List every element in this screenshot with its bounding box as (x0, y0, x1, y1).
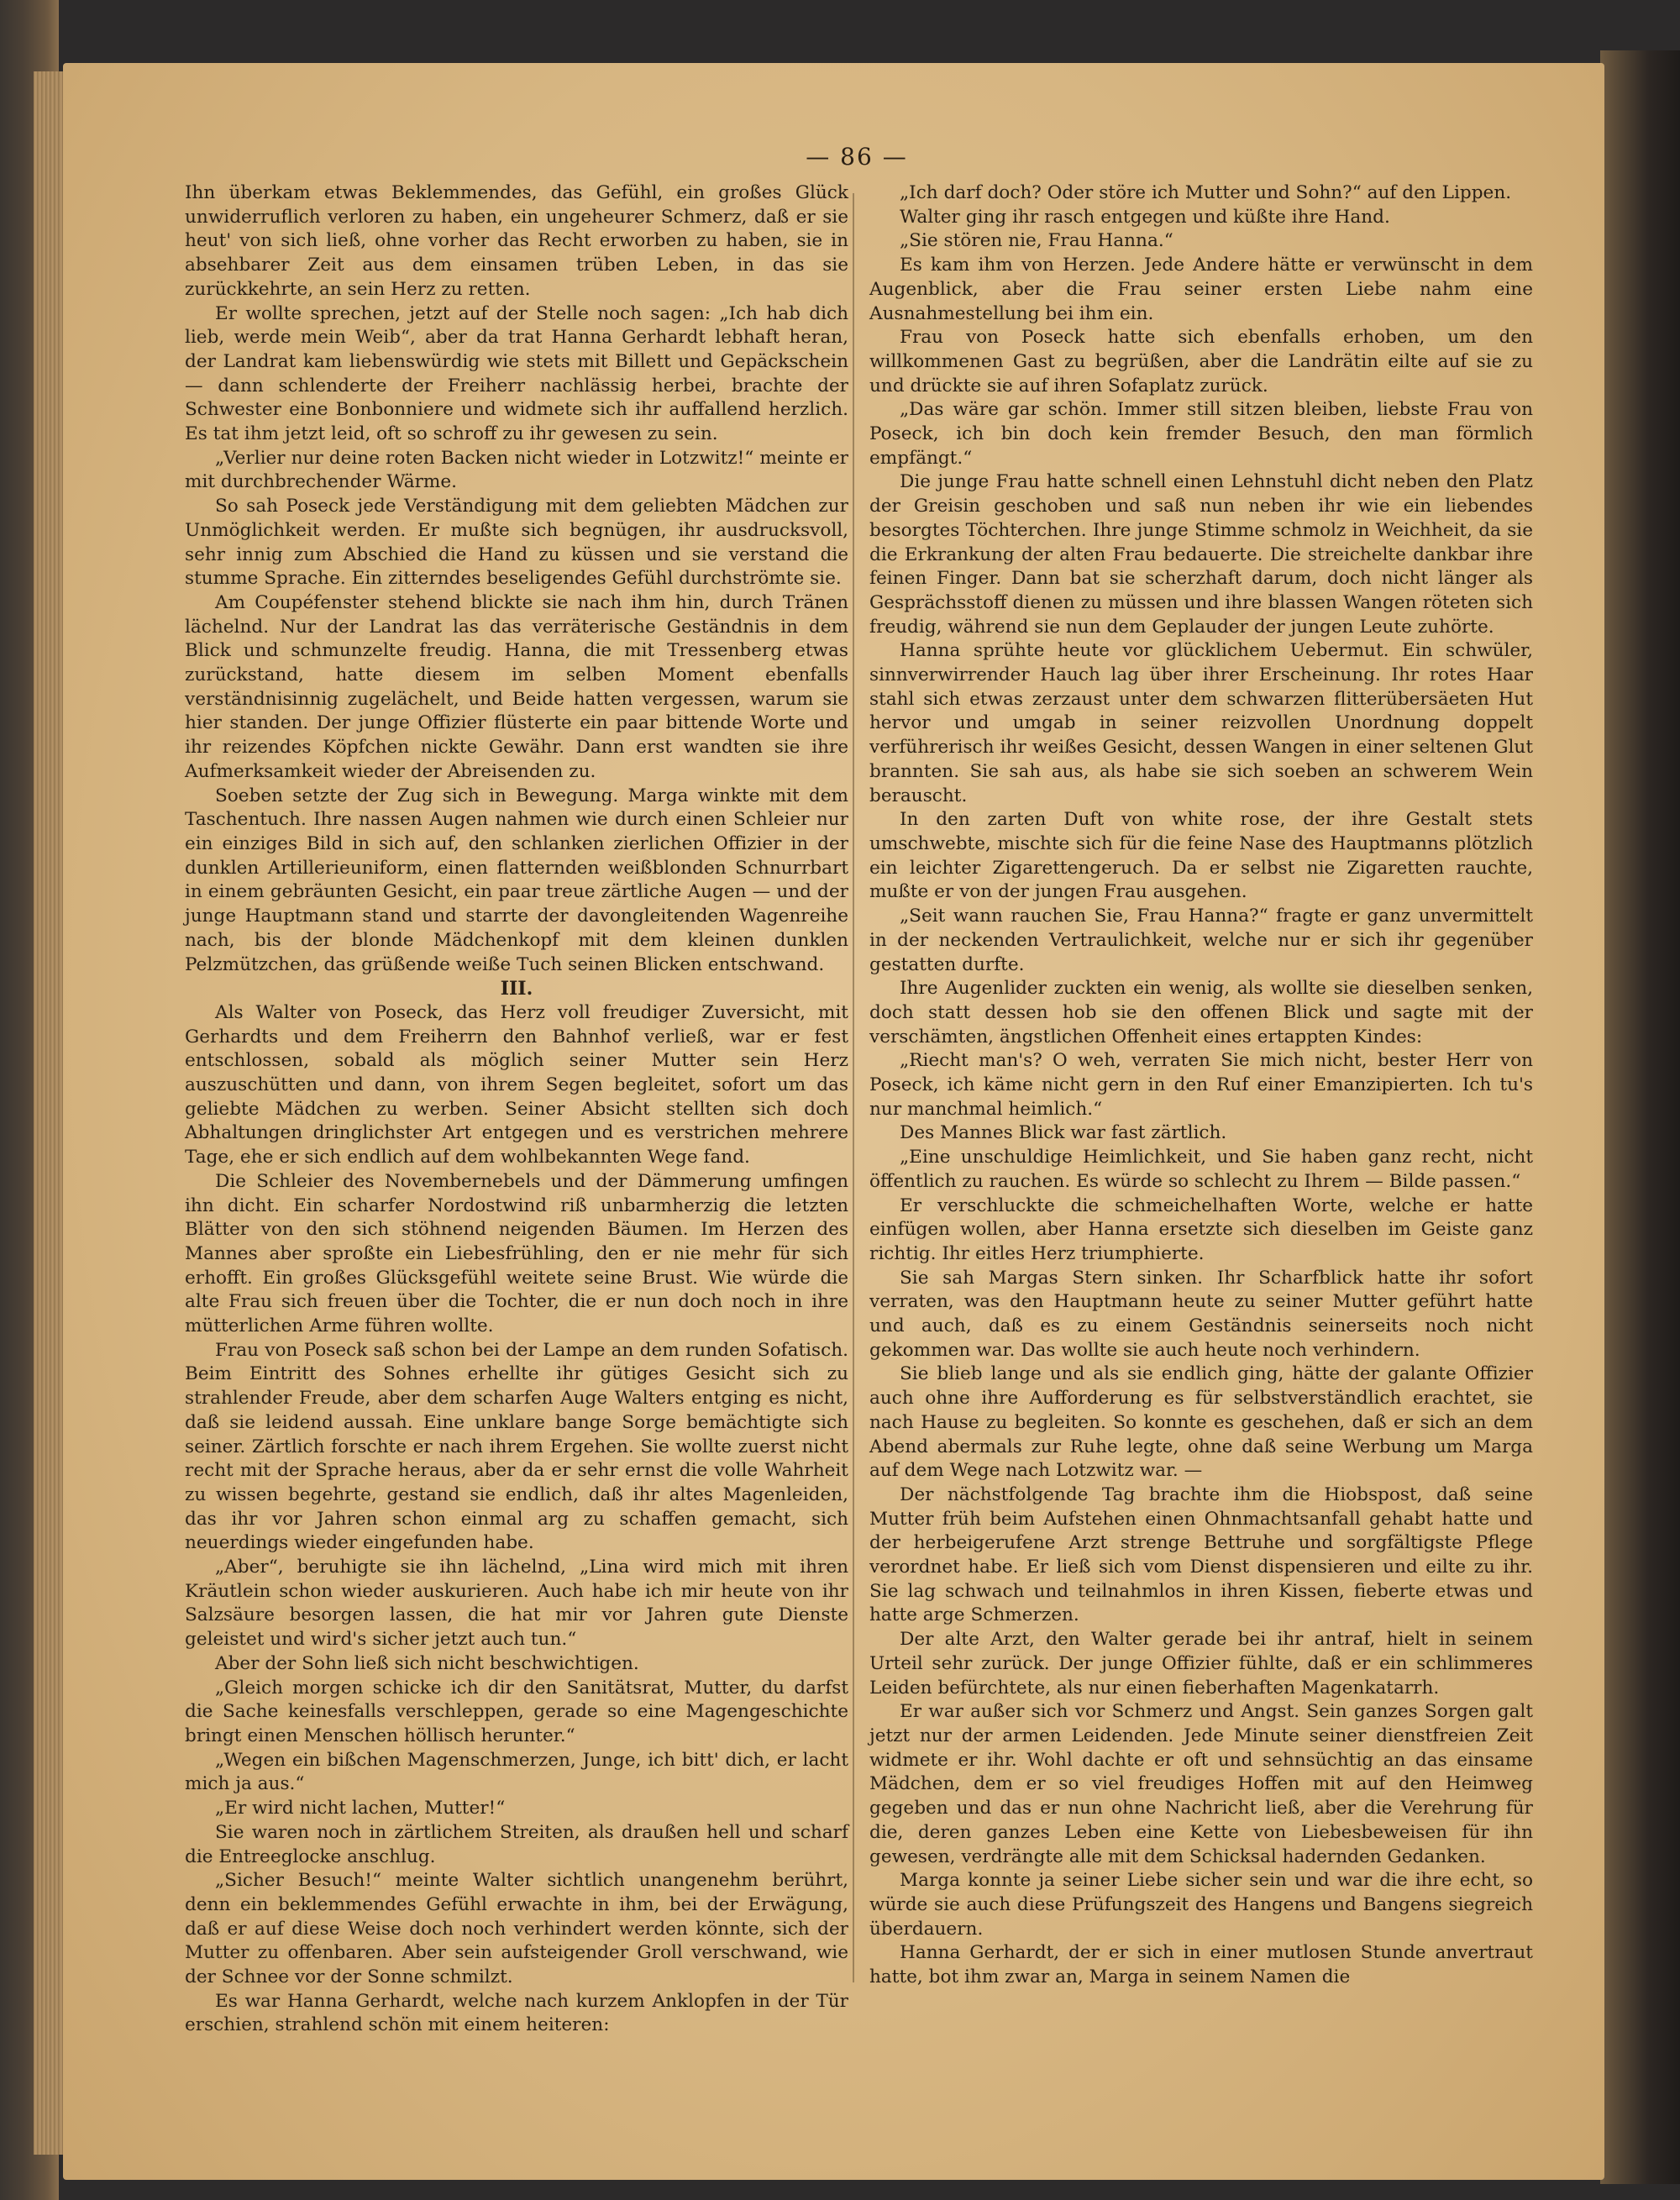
paragraph: So sah Poseck jede Verständigung mit dem geliebten Mädchen zur Unmöglichkeit werden. Er mußte sich begnügen, ihr ausdrucksvoll, sehr innig zum Abschied die Hand zu küssen und sie verstand die stumme Sprache. Ein zitterndes beseligendes Gefühl durchströmte sie. (185, 496, 848, 590)
paragraph: „Sie stören nie, Frau Hanna.“ (900, 230, 1173, 252)
paragraph: Er verschluckte die schmeichelhaften Worte, welche er hatte einfügen wollen, aber Hanna ersetzte sich dieselben im Geiste ganz richtig. Ihr eitles Herz triumphierte. (869, 1195, 1533, 1264)
paragraph: Es war Hanna Gerhardt, welche nach kurzem Anklopfen in der Tür erschien, strahlend schön mit einem heiteren: (185, 1990, 848, 2036)
paragraph: „Das wäre gar schön. Immer still sitzen bleiben, liebste Frau von Poseck, ich bin doch kein fremder Besuch, den man förmlich empfängt.“ (869, 399, 1533, 469)
paragraph: Sie blieb lange und als sie endlich ging, hätte der galante Offizier auch ohne ihre Aufforderung es für selbstverständlich erachtet, sie nach Hause zu begleiten. So konnte es geschehen, daß er sich an dem Abend abermals zur Ruhe legte, ohne daß seine Werbung um Marga auf dem Wege nach Lotzwitz war. — (869, 1363, 1533, 1482)
paragraph: Walter ging ihr rasch entgegen und küßte ihre Hand. (900, 206, 1390, 228)
paragraph: „Gleich morgen schicke ich dir den Sanitätsrat, Mutter, du darfst die Sache keinesfalls verschleppen, gerade so eine Magengeschichte bringt einen Menschen höllisch herunter.“ (185, 1677, 848, 1746)
paragraph: Hanna Gerhardt, der er sich in einer mutlosen Stunde anvertraut hatte, bot ihm zwar an, Marga in seinem Namen die (869, 1942, 1533, 1988)
paragraph: Sie sah Margas Stern sinken. Ihr Scharfblick hatte ihr sofort verraten, was den Hauptmann heute zu seiner Mutter geführt hatte und auch, daß es zu einem Geständnis seinerseits noch nicht gekommen war. Das wollte sie auch heute noch verhindern. (869, 1267, 1533, 1361)
paragraph: Sie waren noch in zärtlichem Streiten, als draußen hell und scharf die Entreeglocke anschlug. (185, 1821, 848, 1867)
paragraph: Er wollte sprechen, jetzt auf der Stelle noch sagen: „Ich hab dich lieb, werde mein Weib“, aber da trat Hanna Gerhardt lebhaft heran, der Landrat kam liebenswürdig wie stets mit Billett und Gepäckschein — dann schlenderte der Freiherr nachlässig herbei, brachte der Schwester eine Bonbonniere und widmete sich ihr auffallend herzlich. Es tat ihm jetzt leid, oft so schroff zu ihr gewesen zu sein. (185, 302, 848, 445)
paragraph: Als Walter von Poseck, das Herz voll freudiger Zuversicht, mit Gerhardts und dem Freiherrn den Bahnhof verließ, war er fest entschlossen, sobald als möglich seiner Mutter sein Herz auszuschütten und dann, von ihrem Segen begleitet, sofort um das geliebte Mädchen zu werben. Seiner Absicht stellten sich doch Abhaltungen dringlichster Art entgegen und es verstrichen mehrere Tage, ehe er sich endlich auf dem wohlbekannten Wege fand. (185, 1001, 848, 1168)
paragraph: Aber der Sohn ließ sich nicht beschwichtigen. (215, 1652, 639, 1674)
right-column (869, 181, 1533, 1990)
paragraph: Die junge Frau hatte schnell einen Lehnstuhl dicht neben den Platz der Greisin geschoben und saß nun neben ihr wie ein liebendes besorgtes Töchterchen. Ihre junge Stimme schmolz in Weichheit, da sie die Erkrankung der alten Frau bedauerte. Die streichelte dankbar ihre feinen Finger. Dann bat sie scherzhaft darum, doch nicht länger als Gesprächsstoff dienen zu müssen und ihre blassen Wangen röteten sich freudig, während sie nun dem Geplauder der jungen Leute zuhörte. (869, 471, 1533, 638)
chapter-heading: III. (500, 978, 533, 1000)
paragraph: Hanna sprühte heute vor glücklichem Uebermut. Ein schwüler, sinnverwirrender Hauch lag über ihrer Erscheinung. Ihr rotes Haar stahl sich etwas zerzaust unter dem schwarzen flitterübersäeten Hut hervor und umgab in seiner reizvollen Unordnung doppelt verführerisch ihr weißes Gesicht, dessen Wangen in einer seltenen Glut brannten. Sie sah aus, als habe sie sich soeben an schwerem Wein berauscht. (869, 640, 1533, 806)
paragraph: Die Schleier des Novembernebels und der Dämmerung umfingen ihn dicht. Ein scharfer Nordostwind riß unbarmherzig die letzten Blätter von den sich stöhnend neigenden Bäumen. Im Herzen des Mannes aber sproßte ein Liebesfrühling, den er nie mehr für sich erhofft. Ein großes Glücksgefühl weitete seine Brust. Wie würde die alte Frau sich freuen über die Tochter, die er nun doch noch in ihre mütterlichen Arme führen wollte. (185, 1170, 848, 1337)
paragraph: „Ich darf doch? Oder störe ich Mutter und Sohn?“ auf den Lippen. (900, 182, 1512, 203)
book-right-edge (1600, 50, 1680, 2184)
left-column (185, 181, 848, 2038)
paragraph: Er war außer sich vor Schmerz und Angst. Sein ganzes Sorgen galt jetzt nur der armen Leidenden. Jede Minute seiner dienstfreien Zeit widmete er ihr. Wohl dachte er oft und sehnsüchtig an das einsame Mädchen, dem er so viel freudiges Hoffen mit auf den Heimweg gegeben und das er nun ohne Nachricht ließ, aber die Verehrung für die, deren ganzes Leben eine Kette von Liebesbeweisen für ihn gewesen, verdrängte alle mit dem Schicksal hadernden Gedanken. (869, 1701, 1533, 1867)
paragraph: „Eine unschuldige Heimlichkeit, und Sie haben ganz recht, nicht öffentlich zu rauchen. Es würde so schlecht zu Ihrem — Bilde passen.“ (869, 1147, 1533, 1192)
paragraph: Am Coupéfenster stehend blickte sie nach ihm hin, durch Tränen lächelnd. Nur der Landrat las das verräterische Geständnis in dem Blick und schmunzelte freudig. Hanna, die mit Tressenberg etwas zurückstand, hatte diesem im selben Moment ebenfalls verständnisinnig zugelächelt, und Beide hatten vergessen, warum sie hier standen. Der junge Offizier flüsterte ein paar bittende Worte und ihr reizendes Köpfchen nickte Gewähr. Dann erst wandten sie ihre Aufmerksamkeit wieder der Abreisenden zu. (185, 591, 848, 782)
paragraph: „Sicher Besuch!“ meinte Walter sichtlich unangenehm berührt, denn ein beklemmendes Gefühl erwachte in ihm, bei der Erwägung, daß er auf diese Weise doch noch verhindert werden könnte, sich der Mutter zu offenbaren. Aber sein aufsteigender Groll verschwand, wie der Schnee vor der Sonne schmilzt. (185, 1870, 848, 1988)
paragraph: Ihre Augenlider zuckten ein wenig, als wollte sie dieselben senken, doch statt dessen hob sie den offenen Blick und sagte mit der verschämten, ängstlichen Offenheit eines ertappten Kindes: (869, 978, 1533, 1047)
paragraph: Soeben setzte der Zug sich in Bewegung. Marga winkte mit dem Taschentuch. Ihre nassen Augen nahmen wie durch einen Schleier nur ein einziges Bild in sich auf, den schlanken zierlichen Offizier in der dunklen Artillerieuniform, einen flatternden weißblonden Schnurrbart in einem gebräunten Gesicht, ein paar treue zärtliche Augen — und der junge Hauptmann stand und starrte der davongleitenden Wagenreihe nach, bis der blonde Mädchenkopf mit dem kleinen dunklen Pelzmützchen, das grüßende weiße Tuch seinen Blicken entschwand. (185, 785, 848, 975)
paragraph: Frau von Poseck saß schon bei der Lampe an dem runden Sofatisch. Beim Eintritt des Sohnes erhellte ihr gütiges Gesicht sich zu strahlender Freude, aber dem scharfen Auge Walters entging es nicht, daß sie leidend aussah. Eine unklare bange Sorge bemächtigte sich seiner. Zärtlich forschte er nach ihrem Ergehen. Sie wollte zuerst nicht recht mit der Sprache heraus, aber da er sehr ernst die volle Wahrheit zu wissen begehrte, gestand sie endlich, daß ihr altes Magenleiden, das ihr vor Jahren schon einmal arg zu schaffen gemacht, sich neuerdings wieder eingefunden habe. (185, 1339, 848, 1554)
paragraph: Marga konnte ja seiner Liebe sicher sein und war die ihre echt, so würde sie auch diese Prüfungszeit des Hangens und Bangens siegreich überdauern. (869, 1870, 1533, 1940)
paragraph: „Wegen ein bißchen Magenschmerzen, Junge, ich bitt' dich, er lacht mich ja aus.“ (185, 1749, 848, 1795)
paragraph: Des Mannes Blick war fast zärtlich. (900, 1122, 1227, 1144)
paragraph: Der nächstfolgende Tag brachte ihm die Hiobspost, daß seine Mutter früh beim Aufstehen einen Ohnmachtsanfall gehabt hatte und der herbeigerufene Arzt strenge Bettruhe und sorgfältigste Pflege verordnet habe. Er ließ sich vom Dienst dispensieren und eilte zu ihr. Sie lag schwach und teilnahmlos in ihren Kissen, fieberte etwas und hatte arge Schmerzen. (869, 1483, 1533, 1626)
paragraph: Frau von Poseck hatte sich ebenfalls erhoben, um den willkommenen Gast zu begrüßen, aber die Landrätin eilte auf sie zu und drückte sie auf ihren Sofaplatz zurück. (869, 327, 1533, 396)
page-number: — 86 — (806, 143, 908, 171)
paragraph: Ihn überkam etwas Beklemmendes, das Gefühl, ein großes Glück unwiderruflich verloren zu haben, ein ungeheurer Schmerz, daß er sie heut' von sich ließ, ohne vorher das Recht erworben zu haben, sie in absehbarer Zeit aus dem einsamen trüben Leben, in das sie zurückkehrte, an sein Herz zu retten. (185, 182, 848, 300)
paragraph: Der alte Arzt, den Walter gerade bei ihr antraf, hielt in seinem Urteil sehr zurück. Der junge Offizier fühlte, daß er ein schlimmeres Leiden befürchtete, als nur einen fieberhaften Magenkatarrh. (869, 1629, 1533, 1699)
paragraph: „Aber“, beruhigte sie ihn lächelnd, „Lina wird mich mit ihren Kräutlein schon wieder auskurieren. Auch habe ich mir heute von ihr Salzsäure besorgen lassen, die hat mir vor Jahren gute Dienste geleistet und wird's sicher jetzt auch tun.“ (185, 1557, 848, 1651)
paragraph: Es kam ihm von Herzen. Jede Andere hätte er verwünscht in dem Augenblick, aber die Frau seiner ersten Liebe nahm eine Ausnahmestellung bei ihm ein. (869, 255, 1533, 324)
paragraph: „Riecht man's? O weh, verraten Sie mich nicht, bester Herr von Poseck, ich käme nicht gern in den Ruf einer Emanzipierten. Ich tu's nur manchmal heimlich.“ (869, 1050, 1533, 1120)
paragraph: „Verlier nur deine roten Backen nicht wieder in Lotzwitz!“ meinte er mit durchbrechender Wärme. (185, 447, 848, 493)
paragraph: In den zarten Duft von white rose, der ihre Gestalt stets umschwebte, mischte sich für die feine Nase des Hauptmanns plötzlich ein leichter Zigarettengeruch. Da er selbst nie Zigaretten rauchte, mußte er von der jungen Frau ausgehen. (869, 809, 1533, 903)
column-divider (853, 193, 854, 1982)
paragraph: „Seit wann rauchen Sie, Frau Hanna?“ fragte er ganz unvermittelt in der neckenden Vertraulichkeit, welche nur er sich ihr gegenüber gestatten durfte. (869, 906, 1533, 975)
paragraph: „Er wird nicht lachen, Mutter!“ (215, 1798, 506, 1819)
